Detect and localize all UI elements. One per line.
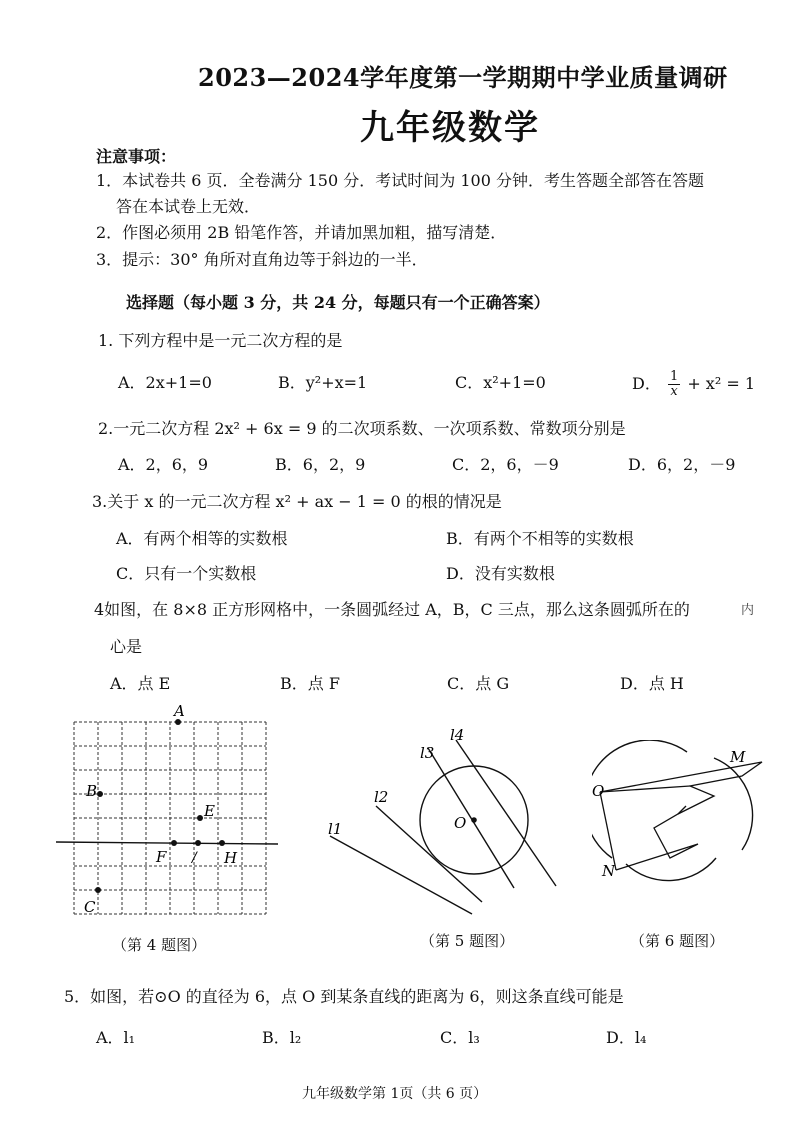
arc-bottom xyxy=(626,858,716,881)
line-l1 xyxy=(330,836,472,914)
q4-stem: 4如图，在 8×8 正方形网格中，一条圆弧经过 A，B，C 三点，那么这条圆弧所在的 xyxy=(94,600,690,619)
q4-stem-cont: 心是 xyxy=(110,637,143,656)
label-g: / xyxy=(192,850,197,866)
section-heading: 选择题（每小题 3 分，共 24 分，每题只有一个正确答案） xyxy=(126,293,550,312)
label-l1: l1 xyxy=(328,820,343,838)
q1-option-c: C．x²+1=0 xyxy=(455,373,546,392)
q3-option-c: C．只有一个实数根 xyxy=(116,564,257,583)
point-b xyxy=(97,791,103,797)
notes-item-1-cont: 答在本试卷上无效． xyxy=(116,197,261,216)
label-b: B xyxy=(86,782,98,800)
line-l3 xyxy=(428,748,514,888)
q2-stem: 2.一元二次方程 2x² + 6x = 9 的二次项系数、一次项系数、常数项分别是 xyxy=(98,419,626,438)
q5-option-d: D．l₄ xyxy=(606,1028,647,1047)
q1-stem: 1. 下列方程中是一元二次方程的是 xyxy=(98,331,343,350)
line-on xyxy=(600,792,616,870)
figure-6-polygon xyxy=(592,740,782,890)
figure-5-circle-lines xyxy=(320,718,560,918)
label-o6: O xyxy=(592,782,605,800)
q1-option-b: B．y²+x=1 xyxy=(278,373,368,392)
q5-option-c: C．l₃ xyxy=(440,1028,480,1047)
q1-option-d xyxy=(632,370,755,399)
label-l3: l3 xyxy=(420,744,435,762)
label-m: M xyxy=(730,748,746,766)
q1-option-a: A．2x+1=0 xyxy=(118,373,212,392)
point-g xyxy=(195,840,201,846)
page-footer: 九年级数学第 1页（共 6 页） xyxy=(302,1086,488,1102)
arc-right xyxy=(714,758,753,850)
q4-option-d: D．点 H xyxy=(620,674,684,693)
subject-title: 九年级数学 xyxy=(360,108,540,148)
label-e: E xyxy=(204,802,215,820)
q3-option-b: B．有两个不相等的实数根 xyxy=(446,529,634,548)
q1-option-d-label: D． xyxy=(632,374,661,393)
point-h xyxy=(219,840,225,846)
label-a: A xyxy=(174,702,185,720)
notes-heading: 注意事项： xyxy=(96,147,177,166)
exam-title: 2023—2024学年度第一学期期中学业质量调研 xyxy=(198,63,728,92)
horizontal-solid-line xyxy=(56,842,278,844)
figure-4-grid xyxy=(52,700,282,925)
polygon-lines xyxy=(600,762,762,870)
notes-item-1: 1．本试卷共 6 页．全卷满分 150 分．考试时间为 100 分钟．考生答题全部答在答题 xyxy=(96,171,704,190)
q1-frac-den: x xyxy=(670,384,678,399)
q3-option-a: A．有两个相等的实数根 xyxy=(116,529,288,548)
label-l4: l4 xyxy=(450,726,465,744)
point-f xyxy=(171,840,177,846)
figure-6-caption: （第 6 题图） xyxy=(630,932,725,950)
notes-item-3: 3．提示：30° 角所对直角边等于斜边的一半． xyxy=(96,250,428,269)
label-o: O xyxy=(454,814,467,832)
label-f: F xyxy=(156,848,167,866)
q4-stem-tail: 内 xyxy=(741,603,755,618)
point-e xyxy=(197,815,203,821)
q5-option-a: A．l₁ xyxy=(96,1028,136,1047)
label-c: C xyxy=(84,898,96,916)
arc-left xyxy=(592,740,687,858)
point-c xyxy=(95,887,101,893)
q3-option-d: D．没有实数根 xyxy=(446,564,555,583)
q5-option-b: B．l₂ xyxy=(262,1028,302,1047)
q5-stem: 5．如图，若⊙O 的直径为 6，点 O 到某条直线的距离为 6，则这条直线可能是 xyxy=(64,987,624,1006)
q2-option-c: C．2，6，－9 xyxy=(452,455,559,474)
grid-lines xyxy=(74,722,266,914)
q4-option-a: A．点 E xyxy=(110,674,171,693)
q4-option-c: C．点 G xyxy=(447,674,510,693)
q3-stem: 3.关于 x 的一元二次方程 x² + ax − 1 = 0 的根的情况是 xyxy=(92,492,502,511)
q1-option-d-fraction xyxy=(668,370,680,399)
label-l2: l2 xyxy=(374,788,389,806)
q4-option-b: B．点 F xyxy=(280,674,340,693)
notes-item-2: 2．作图必须用 2B 铅笔作答，并请加黑加粗，描写清楚． xyxy=(96,223,507,242)
label-h: H xyxy=(224,849,238,867)
q2-option-a: A．2，6，9 xyxy=(118,455,209,474)
figure-5-caption: （第 5 题图） xyxy=(420,932,515,950)
label-n: N xyxy=(602,862,616,880)
q1-frac-num: 1 xyxy=(669,369,679,384)
q2-option-d: D．6，2，－9 xyxy=(628,455,736,474)
q2-option-b: B．6，2，9 xyxy=(275,455,366,474)
figure-4-caption: （第 4 题图） xyxy=(112,936,207,954)
q1-option-d-rest: + x² = 1 xyxy=(687,374,755,393)
